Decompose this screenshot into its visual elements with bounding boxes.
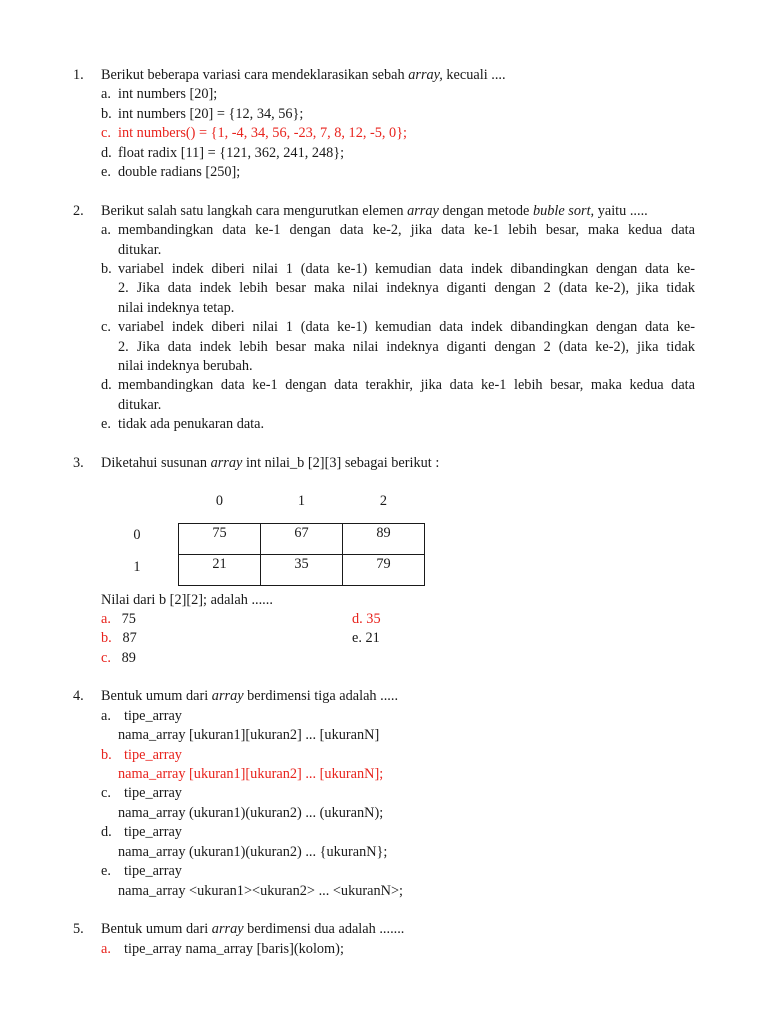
- q2-option-c: c. variabel indek diberi nilai 1 (data ke-1) kemudian data indek dibandingkan dengan data ke- 2. Jika data indek lebih besar maka nilai indeknya diganti dengan 2 (data ke-2), jika tidak nilai indeknya berubah.: [101, 319, 695, 375]
- row-header: 1: [133, 558, 141, 575]
- q3-prompt: Nilai dari b [2][2]; adalah ......: [101, 591, 273, 608]
- row-header: 0: [133, 526, 141, 543]
- table-cell: 35: [261, 554, 343, 585]
- q3-option-c: c. 89: [101, 649, 136, 666]
- document-page: [0, 66, 768, 959]
- q2-option-a: a. membandingkan data ke-1 dengan data ke-2, jika data ke-1 lebih besar, maka kedua data ditukar.: [101, 222, 695, 258]
- table-cell: 79: [343, 554, 425, 585]
- question-number: 1.: [73, 67, 84, 83]
- q1-option-d: d. float radix [11] = {121, 362, 241, 248};: [101, 144, 345, 161]
- question-number: 4.: [73, 688, 84, 705]
- column-header: 2: [379, 492, 388, 509]
- question-1: 1. Berikut beberapa variasi cara mendeklarasikan sebah array, kecuali ....: [0, 66, 696, 85]
- q3-option-b: b. 87: [101, 630, 137, 647]
- q3-options-row-1: [0, 610, 768, 629]
- q4-option-a: a. tipe_array nama_array [ukuran1][ukuran2] ... [ukuranN]: [101, 707, 380, 744]
- q3-option-e: e. 21: [352, 630, 380, 647]
- question-3: 3. Diketahui susunan array int nilai_b [2][3] sebagai berikut :: [0, 454, 696, 473]
- q3-options-row-2: [0, 629, 768, 648]
- table-cell: 21: [179, 554, 261, 585]
- q4-option-b-answer: b. tipe_array nama_array [ukuran1][ukuran2] ... [ukuranN];: [101, 746, 384, 783]
- q4-option-c: c. tipe_array nama_array (ukuran1)(ukuran2) ... (ukuranN);: [101, 785, 384, 821]
- q1-option-a: a. int numbers [20];: [101, 86, 218, 103]
- column-header: 1: [297, 492, 306, 509]
- q1-option-e: e. double radians [250];: [101, 164, 241, 181]
- question-number: 2.: [73, 202, 84, 219]
- table-cell: 75: [179, 523, 261, 554]
- q2-option-e: e. tidak ada penukaran data.: [101, 416, 265, 433]
- q3-options-row-3: [0, 649, 768, 668]
- question-5: 5. Bentuk umum dari array berdimensi dua adalah .......: [0, 920, 696, 939]
- question-number: 5.: [73, 921, 84, 938]
- question-2: 2. Berikut salah satu langkah cara mengurutkan elemen array dengan metode buble sort, yaitu .....: [0, 202, 696, 221]
- table-row: [179, 523, 425, 554]
- q1-option-b: b. int numbers [20] = {12, 34, 56};: [101, 105, 304, 122]
- array-matrix: [0, 478, 768, 576]
- table-cell: 89: [343, 523, 425, 554]
- q1-option-c-answer: c. int numbers() = {1, -4, 34, 56, -23, 7, 8, 12, -5, 0};: [101, 125, 408, 142]
- q4-option-d: d. tipe_array nama_array (ukuran1)(ukuran2) ... {ukuranN};: [101, 824, 388, 860]
- column-header: 0: [215, 492, 224, 509]
- q5-option-a: a. tipe_array nama_array [baris](kolom);: [101, 940, 344, 957]
- q2-option-b: b. variabel indek diberi nilai 1 (data ke-1) kemudian data indek dibandingkan dengan data ke- 2. Jika data indek lebih besar maka nilai indeknya diganti dengan 2 (data ke-2), jika tidak nilai indeknya tetap.: [101, 261, 695, 316]
- table-row: [179, 554, 425, 585]
- q3-option-a: a. 75: [101, 610, 136, 627]
- table-cell: 67: [261, 523, 343, 554]
- q3-option-d: d. 35: [352, 610, 381, 627]
- array-table: [178, 523, 425, 586]
- q4-option-e: e. tipe_array nama_array <ukuran1><ukuran2> ... <ukuranN>;: [101, 863, 403, 899]
- question-4: 4. Bentuk umum dari array berdimensi tiga adalah .....: [0, 687, 696, 706]
- question-number: 3.: [73, 455, 84, 472]
- q2-option-d: d. membandingkan data ke-1 dengan data terakhir, jika data ke-1 lebih besar, maka kedua data ditukar.: [101, 377, 695, 413]
